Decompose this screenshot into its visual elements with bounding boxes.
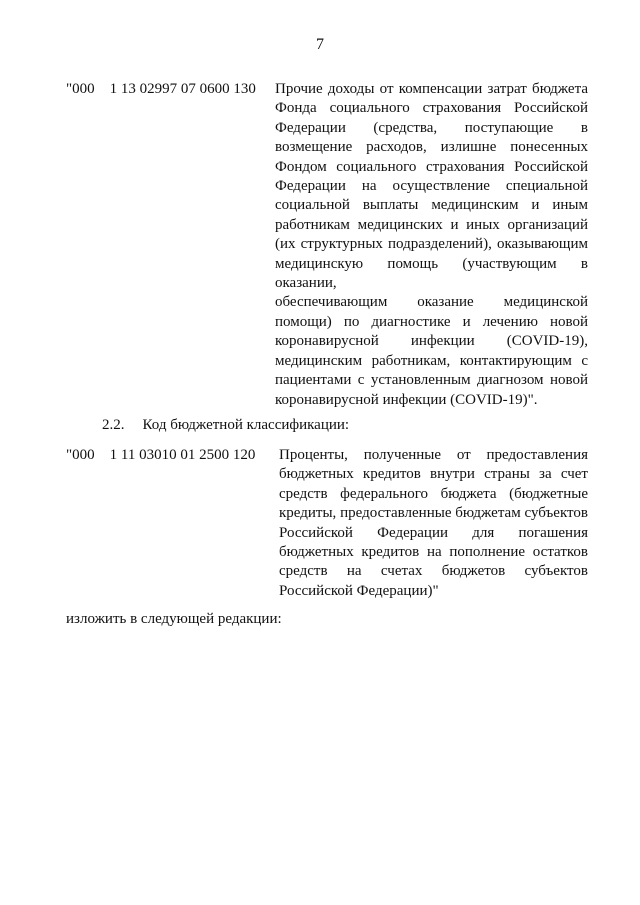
description-line: коронавирусной инфекции (COVID-19), — [275, 333, 588, 350]
classification-entry-1 — [66, 80, 588, 410]
instruction-text: изложить в следующей редакции: — [66, 611, 282, 627]
page-number: 7 — [316, 36, 324, 53]
description-line: кредиты, предоставленные бюджетам субъектов — [279, 505, 588, 522]
classification-entry-2 — [66, 446, 588, 601]
description-line: социальной выплаты медицинским и иным — [275, 197, 588, 214]
description-line: Проценты, полученные от предоставления — [279, 447, 588, 463]
description-line: возмещение расходов, излишне понесенных — [275, 139, 588, 156]
description-line: медицинскую помощь (участвующим в оказании, — [275, 255, 588, 292]
description-line: Прочие доходы от компенсации затрат бюджета — [275, 81, 588, 97]
description-line: помощи) по диагностике и лечению новой — [275, 313, 588, 330]
description-line: средств федерального бюджета (бюджетные — [279, 485, 588, 502]
budget-code: "000 1 13 02997 07 0600 130 — [66, 81, 256, 97]
description-line: Фондом социального страхования Российской — [275, 158, 588, 175]
description-line: медицинским работникам, контактирующим с — [275, 352, 588, 369]
description-line: (их структурных подразделений), оказывающим — [275, 236, 588, 253]
description-line: Российской Федерации для погашения — [279, 524, 588, 541]
description-line: Федерации (средства, поступающие в — [275, 119, 588, 136]
entry-description — [279, 446, 588, 601]
description-line: Федерации на осуществление специальной — [275, 178, 588, 195]
budget-code: "000 1 11 03010 01 2500 120 — [66, 447, 256, 463]
description-line: бюджетных кредитов на пополнение остатков — [279, 544, 588, 561]
description-line: коронавирусной инфекции (COVID-19)". — [275, 391, 538, 408]
description-line: средств на счетах бюджетов субъектов — [279, 563, 588, 580]
section-heading — [102, 417, 349, 434]
description-line: обеспечивающим оказание медицинской — [275, 294, 588, 311]
section-title: Код бюджетной классификации: — [142, 417, 350, 433]
description-line: Российской Федерации)" — [279, 582, 439, 599]
description-line: бюджетных кредитов внутри страны за счет — [279, 466, 588, 483]
description-line: пациентами с установленным диагнозом новой — [275, 372, 588, 389]
section-number: 2.2. — [102, 417, 125, 433]
entry-description — [275, 80, 588, 410]
description-line: работникам медицинских и иных организаций — [275, 216, 588, 233]
description-line: Фонда социального страхования Российской — [275, 100, 588, 117]
